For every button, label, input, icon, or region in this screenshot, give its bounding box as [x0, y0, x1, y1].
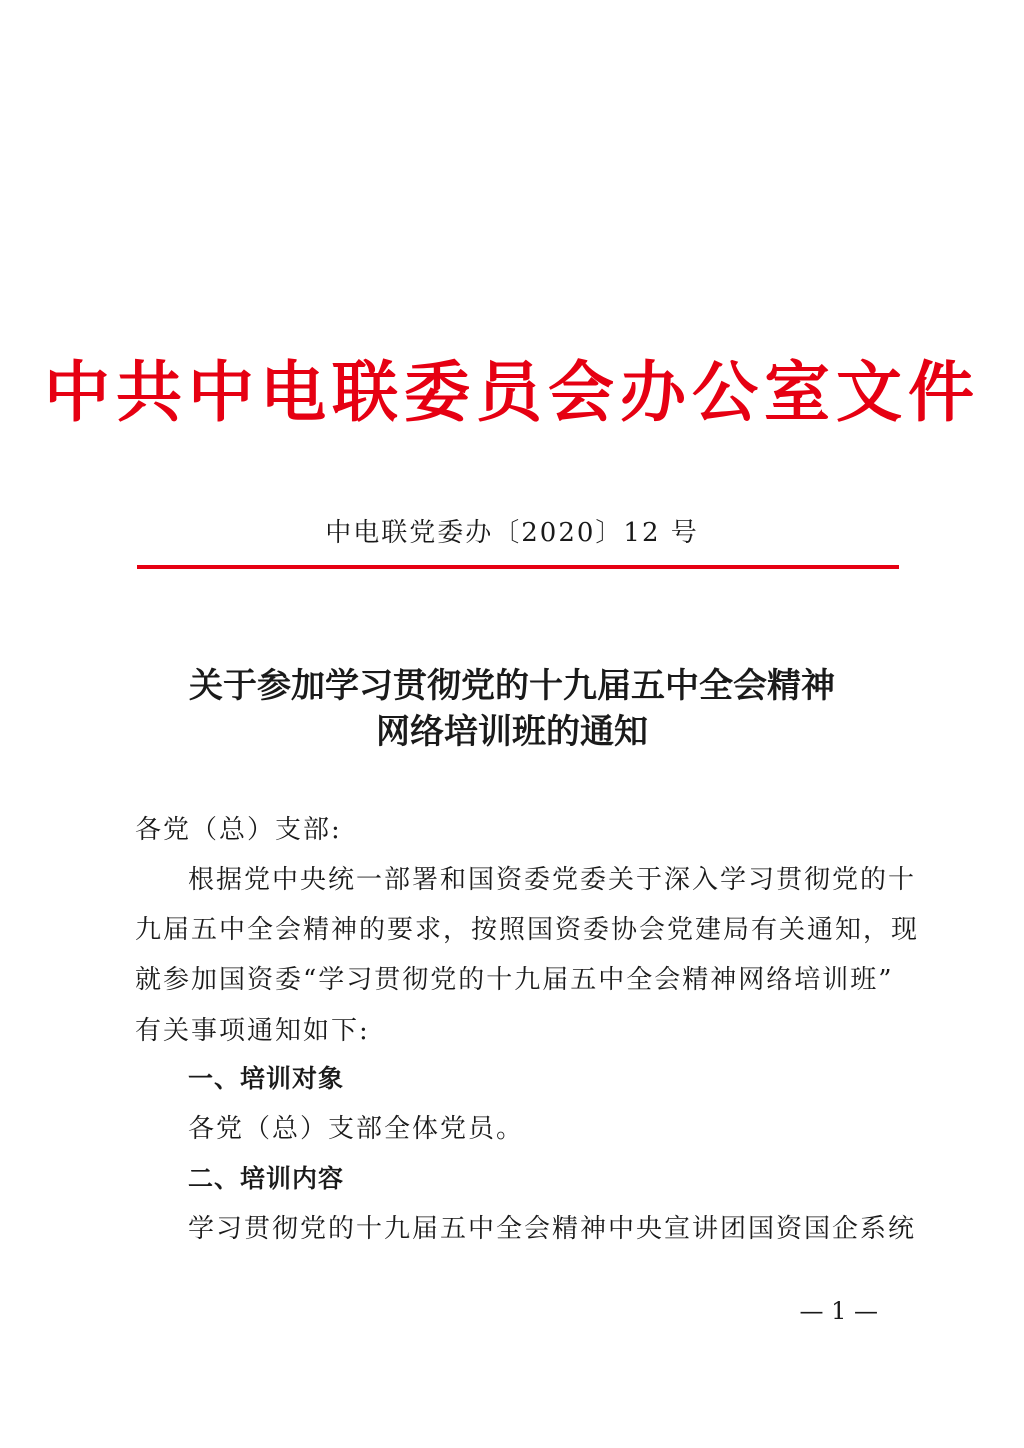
notice-title-line-2: 网络培训班的通知: [376, 712, 648, 752]
paragraph-1-line-2: 九届五中全会精神的要求，按照国资委协会党建局有关通知，现: [135, 915, 920, 945]
notice-title: [0, 663, 1024, 755]
notice-title-line-1: 关于参加学习贯彻党的十九届五中全会精神: [189, 666, 835, 706]
paragraph-1-line-1: 根据党中央统一部署和国资委党委关于深入学习贯彻党的十: [188, 865, 917, 895]
paragraph-1-line-3: 就参加国资委“学习贯彻党的十九届五中全会精神网络培训班”: [135, 965, 894, 995]
section-2-text: 学习贯彻党的十九届五中全会精神中央宣讲团国资国企系统: [188, 1214, 917, 1244]
document-header-title: 中共中电联委员会办公室文件: [44, 353, 980, 431]
page-number: — 1 —: [799, 1297, 878, 1325]
paragraph-1-line-4: 有关事项通知如下:: [135, 1016, 370, 1046]
red-divider-line: [137, 565, 899, 569]
salutation: 各党（总）支部:: [135, 815, 342, 845]
section-2-heading: 二、培训内容: [188, 1164, 345, 1193]
section-1-heading: 一、培训对象: [188, 1064, 345, 1093]
document-number: 中电联党委办〔2020〕12 号: [325, 518, 699, 548]
section-1-text: 各党（总）支部全体党员。: [188, 1114, 525, 1144]
